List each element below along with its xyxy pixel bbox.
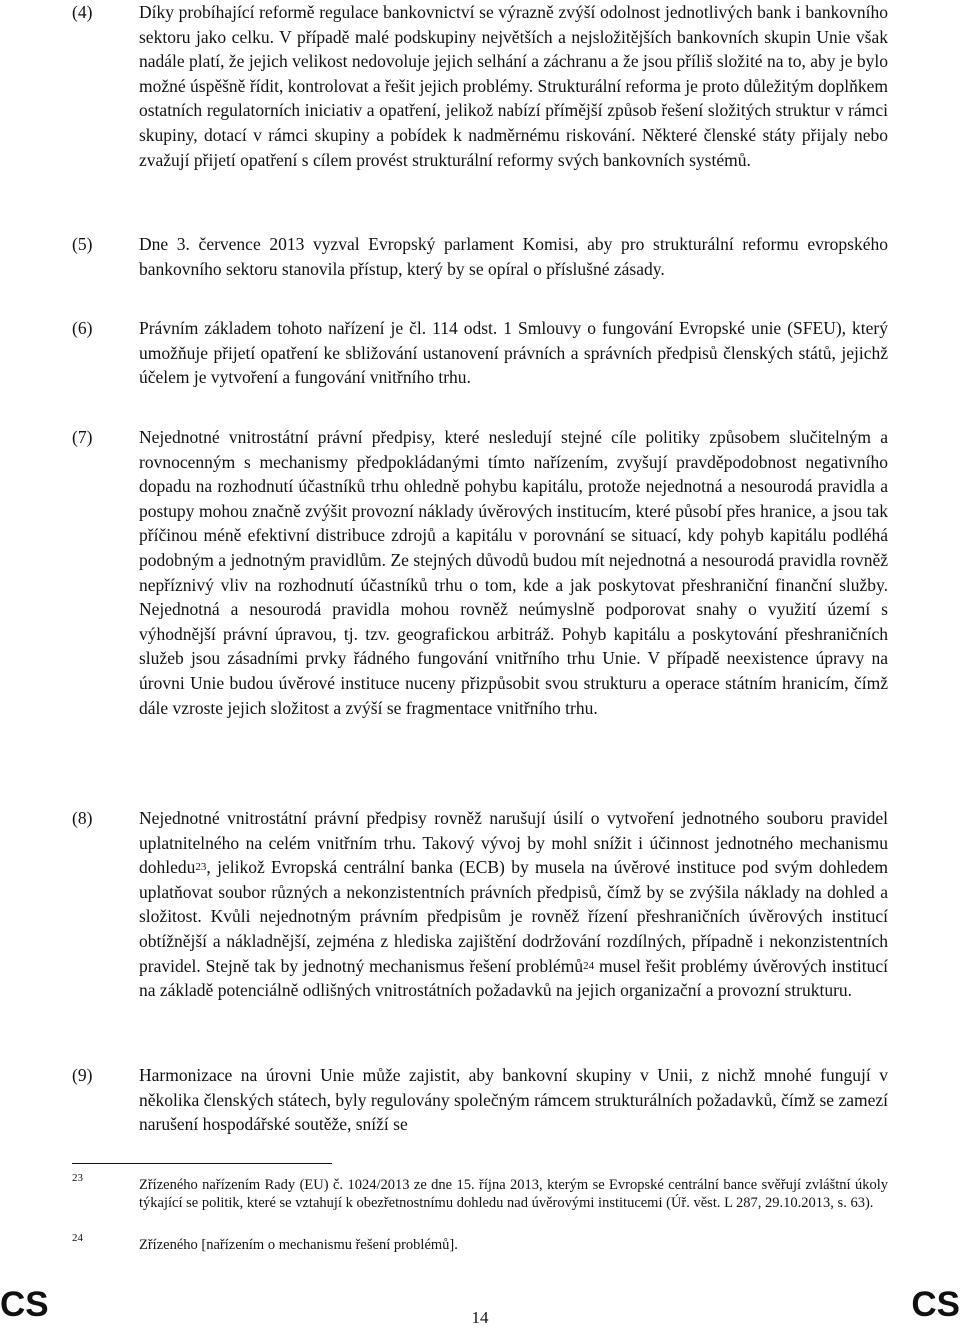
footnote-reference[interactable]: 23: [195, 861, 207, 874]
paragraph-9: [72, 1063, 888, 1137]
paragraph-number: (6): [72, 318, 93, 338]
paragraph-number: (7): [72, 427, 93, 447]
paragraph-7: [72, 425, 888, 720]
footnote-text: Zřízeného [nařízením o mechanismu řešení problémů].: [139, 1237, 458, 1253]
paragraph-text-part: musel řešit problémy úvěrových institucí na základě potenciálně odlišných vnitrostátních požadavků na jejich organizační a provozní strukturu.: [139, 955, 888, 1001]
footnote-number: 23: [72, 1172, 83, 1184]
language-code-left: CS: [0, 1285, 49, 1324]
paragraph-number: (5): [72, 234, 93, 254]
paragraph-6: [72, 316, 888, 390]
paragraph-text: [139, 806, 888, 1003]
footnote-number: 24: [72, 1232, 83, 1244]
footnote-separator: [72, 1163, 332, 1164]
paragraph-number: (9): [72, 1065, 93, 1085]
language-code-right: CS: [911, 1285, 960, 1324]
footnote-24: [72, 1232, 888, 1254]
paragraph-5: [72, 232, 888, 281]
footnote-reference[interactable]: 24: [583, 959, 595, 972]
paragraph-text-part: , jelikož Evropská centrální banka (ECB) by musela na úvěrové instituce pod svým dohledem uplatňovat soubor různých a nekonzistentních právních předpisů, čímž by se zvýšila náklady na dohled a složitost. Kvůli nejednotným právním předpisům je rovněž řízení přeshraničních úvěrových institucí obtížnější a nákladnější, zejména z hlediska zajištění dodržování rozdílných, případně i nekonzistentních pravidel. Stejně tak by jednotný mechanismus řešení problémů: [139, 857, 888, 976]
paragraph-text: Díky probíhající reformě regulace bankovnictví se výrazně zvýší odolnost jednotlivých bank i bankovního sektoru jako celku. V případě malé podskupiny největších a nejsložitějších bankovních skupin Unie však nadále platí, že jejich velikost nedovoluje jejich selhání a záchranu a že jsou příliš složité na to, aby je bylo možné úspěšně řídit, kontrolovat a řešit jejich problémy. Strukturální reforma je proto důležitým doplňkem ostatních regulatorních iniciativ a opatření, jelikož nabízí přímější způsob řešení složitých struktur v rámci skupiny, dotací v rámci skupiny a pobídek k nadměrnému riskování. Některé členské státy přijaly nebo zvažují přijetí opatření s cílem provést strukturální reformy svých bankovních systémů.: [139, 2, 888, 170]
paragraph-8: [72, 806, 888, 1003]
footnote-text: Zřízeného nařízením Rady (EU) č. 1024/2013 ze dne 15. října 2013, kterým se Evropské centrální bance svěřují zvláštní úkoly týkající se politik, které se vztahují k obezřetnostnímu dohledu nad úvěrovými institucemi (Úř. věst. L 287, 29.10.2013, s. 63).: [139, 1177, 888, 1212]
page-number: 14: [471, 1308, 489, 1327]
paragraph-text: Dne 3. července 2013 vyzval Evropský parlament Komisi, aby pro strukturální reformu evropského bankovního sektoru stanovila přístup, který by se opíral o příslušné zásady.: [139, 234, 888, 279]
paragraph-text: Nejednotné vnitrostátní právní předpisy, které nesledují stejné cíle politiky způsobem slučitelným a rovnocenným s mechanismy předpokládanými tímto nařízením, zvyšují pravděpodobnost negativního dopadu na rozhodnutí účastníků trhu ohledně pohybu kapitálu, protože nejednotná a nesourodá pravidla a postupy mohou značně zvýšit provozní náklady úvěrových institucím, které působí přes hranice, a jsou tak příčinou méně efektivní distribuce zdrojů a kapitálu v porovnání se situací, kdy pohyb kapitálu podléhá podobným a jednotným pravidlům. Ze stejných důvodů budou mít nejednotná a nesourodá pravidla rovněž nepříznivý vliv na rozhodnutí účastníků trhu o tom, kde a jak poskytovat přeshraniční finanční služby. Nejednotná a nesourodá pravidla mohou rovněž neúmyslně podporovat snahy o využití území s výhodnější právní úpravou, tj. tzv. geografickou arbitráž. Pohyb kapitálu a poskytování přeshraničních služeb jsou zásadními prvky řádného fungování vnitřního trhu Unie. V případě neexistence úpravy na úrovni Unie budou úvěrové instituce nuceny přizpůsobit svou strukturu a operace státním hranicím, čímž dále vzroste jejich složitost a zvýší se fragmentace vnitřního trhu.: [139, 427, 888, 718]
paragraph-4: [72, 0, 888, 172]
paragraph-text-part: Nejednotné vnitrostátní právní předpisy rovněž narušují úsilí o vytvoření jednotného souboru pravidel uplatnitelného na celém vnitřním trhu. Takový vývoj by mohl snížit i účinnost jednotného mechanismu dohledu: [139, 808, 888, 878]
footnote-23: [72, 1172, 888, 1213]
paragraph-number: (4): [72, 2, 93, 22]
paragraph-text: Právním základem tohoto nařízení je čl. 114 odst. 1 Smlouvy o fungování Evropské unie (SFEU), který umožňuje přijetí opatření ke sbližování ustanovení právních a správních předpisů členských států, jejichž účelem je vytvoření a fungování vnitřního trhu.: [139, 318, 888, 388]
paragraph-number: (8): [72, 808, 93, 828]
paragraph-text: Harmonizace na úrovni Unie může zajistit, aby bankovní skupiny v Unii, z nichž mnohé fungují v několika členských státech, byly regulovány společným rámcem strukturálních požadavků, čímž se zamezí narušení hospodářské soutěže, sníží se: [139, 1065, 888, 1135]
